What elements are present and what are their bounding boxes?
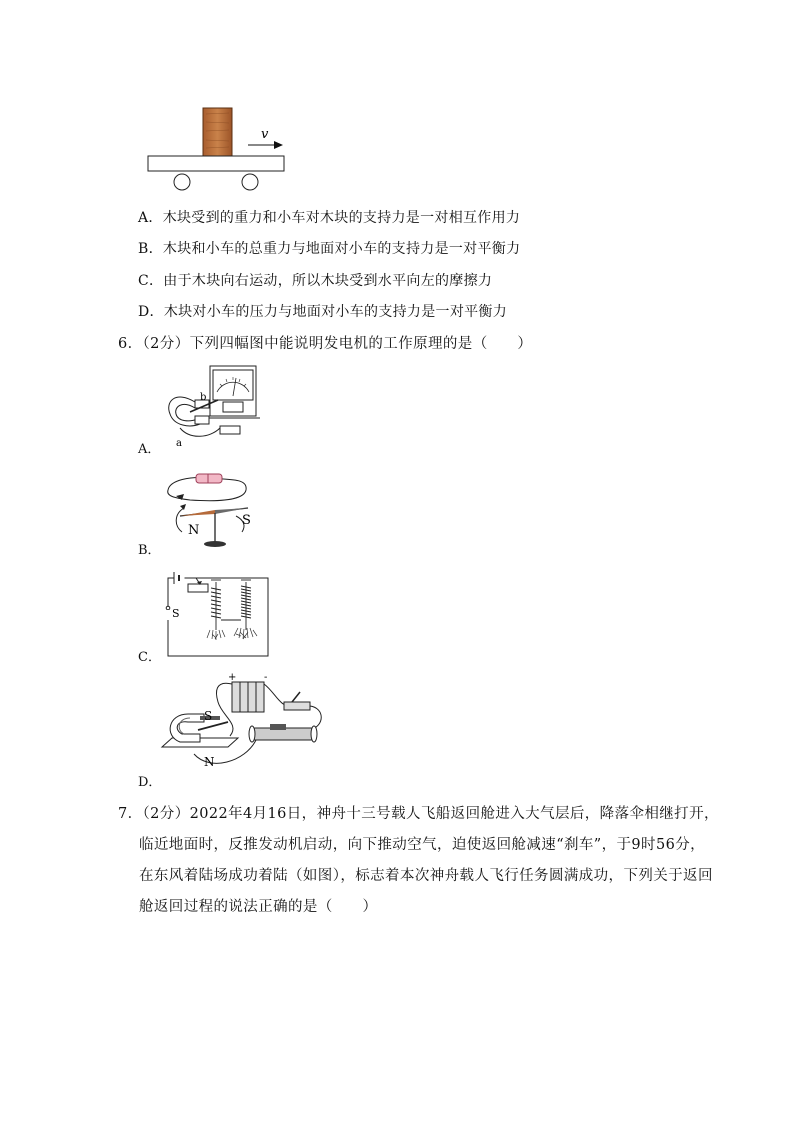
q5-option-b[interactable]: B．木块和小车的总重力与地面对小车的支持力是一对平衡力 bbox=[138, 241, 521, 257]
q5-option-c[interactable]: C．由于木块向右运动，所以木块受到水平向左的摩擦力 bbox=[138, 273, 493, 289]
q7-stem-line-1: 7．（2分）2022年4月16日，神舟十三号载人飞船返回舱进入大气层后，降落伞相继打开， bbox=[118, 806, 719, 822]
q6-fig-b-label-s: S bbox=[242, 513, 251, 528]
q6-option-a-label[interactable]: A． bbox=[138, 442, 161, 457]
q6-figure-d bbox=[160, 672, 335, 777]
wooden-block bbox=[203, 108, 232, 156]
q7-stem-line-3: 在东风着陆场成功着陆（如图），标志着本次神舟载人飞行任务圆满成功，下列关于返回 bbox=[139, 868, 713, 884]
q6-fig-b-label-n: N bbox=[188, 523, 200, 538]
cart-wheel-right bbox=[242, 174, 258, 190]
cart-body bbox=[148, 156, 284, 171]
q6-fig-d-label-n: N bbox=[204, 755, 215, 769]
q6-fig-a-label-b: b bbox=[200, 392, 207, 403]
q6-stem: 6．（2分）下列四幅图中能说明发电机的工作原理的是（ ） bbox=[118, 336, 533, 352]
q6-fig-d-minus: - bbox=[264, 672, 268, 683]
cart-block-figure bbox=[140, 100, 300, 195]
q5-option-a[interactable]: A．木块受到的重力和小车对木块的支持力是一对相互作用力 bbox=[138, 210, 521, 226]
q7-stem-line-4: 舱返回过程的说法正确的是（ ） bbox=[139, 899, 378, 915]
q6-option-d-label[interactable]: D． bbox=[138, 775, 162, 790]
q5-option-d[interactable]: D．木块对小车的压力与地面对小车的支持力是一对平衡力 bbox=[138, 304, 508, 320]
q6-figure-b bbox=[160, 470, 260, 555]
q6-figure-a bbox=[160, 362, 290, 452]
q6-option-b-label[interactable]: B． bbox=[138, 543, 161, 558]
q6-fig-d-plus: + bbox=[228, 672, 237, 683]
q7-stem-line-2: 临近地面时，反推发动机启动，向下推动空气，迫使返回舱减速“刹车”，于9时56分， bbox=[139, 837, 705, 853]
q6-fig-c-label-s: S bbox=[172, 607, 180, 620]
cart-wheel-left bbox=[174, 174, 190, 190]
q6-fig-a-label-a: a bbox=[176, 438, 182, 449]
q6-option-c-label[interactable]: C． bbox=[138, 650, 161, 665]
velocity-label: v bbox=[261, 127, 269, 142]
q6-figure-c bbox=[160, 570, 275, 660]
q6-fig-d-label-s: S bbox=[204, 709, 213, 723]
